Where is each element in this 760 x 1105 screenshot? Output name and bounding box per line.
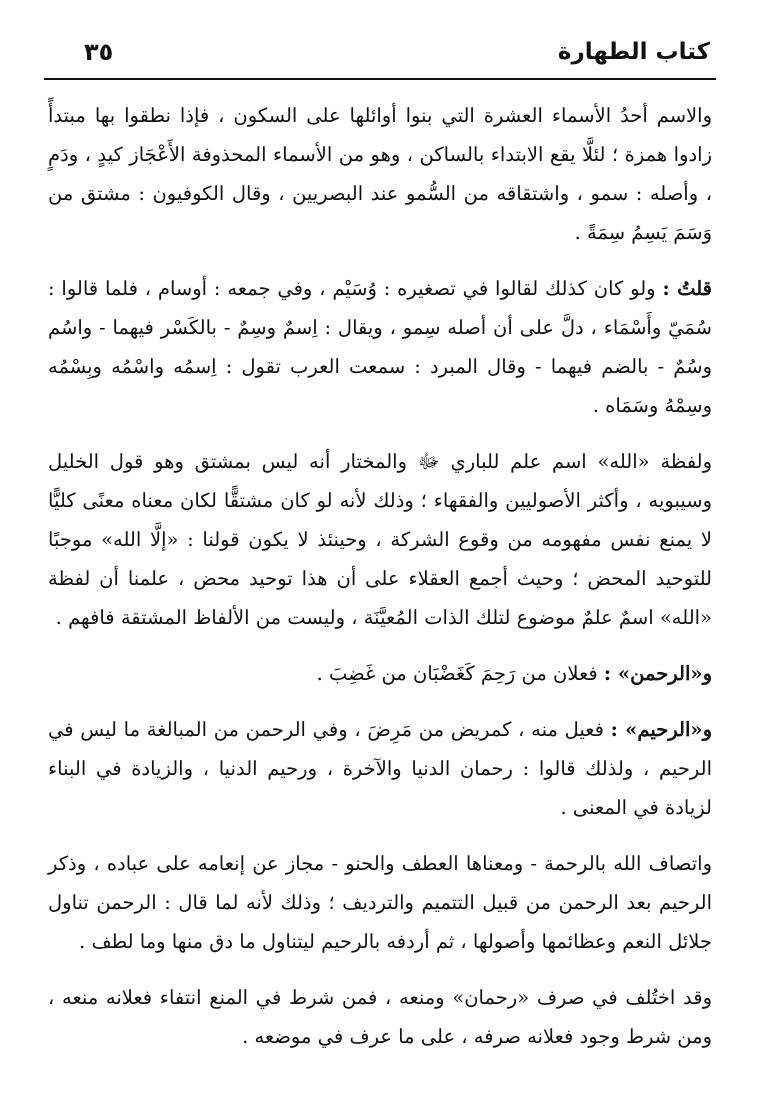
paragraph-lead: قلتُ : — [662, 277, 712, 300]
body-text — [40, 96, 720, 1056]
paragraph-text: والاسم أحدُ الأسماء العشرة التي بنوا أوائلها على السكون ، فإذا نطقوا بها مبتدأً زادوا همزة ؛ لئلَّا يقع الابتداء بالساكن ، وهو من الأسماء المحذوفة الأَعْجَاز كيدٍ ، ودَمٍ ، وأصله : سمو ، واشتقاقه من السُّمو عند البصريين ، وقال الكوفيون : مشتق من وَسَمَ يَسِمُ سِمَةً . — [48, 104, 712, 244]
paragraph-text: وقد اختُلف في صرف «رحمان» ومنعه ، فمن شرط في المنع انتفاء فعلانه منعه ، ومن شرط وجود فعلانه صرفه ، على ما عرف في موضعه . — [48, 986, 712, 1048]
paragraph-text: فعيل منه ، كمريض من مَرِضَ ، وفي الرحمن من المبالغة ما ليس في الرحيم ، ولذلك قالوا : رحمان الدنيا والآخرة ، ورحيم الدنيا ، والزيادة في البناء لزيادة في المعنى . — [48, 718, 712, 819]
paragraph-ittisaf — [48, 844, 712, 961]
paragraph-text: ولفظة «الله» اسم علم للباري ﷻ والمختار أنه ليس بمشتق وهو قول الخليل وسيبويه ، وأكثر الأصوليين والفقهاء ؛ وذلك لأنه لو كان مشتقًّا لكان معناه معنًى كليًّا لا يمنع نفس مفهومه من وقوع الشركة ، وحينئذ لا يكون قولنا : «إلَّا الله» موجبًا للتوحيد المحض ؛ وحيث أجمع العقلاء على أن هذا توحيد محض ، علمنا أن لفظة «الله» اسمٌ علمٌ موضوع لتلك الذات المُعيَّنَة ، وليست من الألفاظ المشتقة فافهم . — [48, 450, 712, 629]
paragraph-lafzat-allah — [48, 442, 712, 637]
paragraph-lead: و«الرحمن» : — [603, 662, 712, 685]
paragraph-text: واتصاف الله بالرحمة - ومعناها العطف والحنو - مجاز عن إنعامه على عباده ، وذكر الرحيم بعد الرحمن من قبيل التتميم والترديف ؛ وذلك لأنه لما قال : الرحمن تناول جلائل النعم وعظائمها وأصولها ، ثم أردفه بالرحيم ليتناول ما دق منها وما لطف . — [48, 852, 712, 953]
paragraph-ar-rahim — [48, 710, 712, 827]
paragraph-qultu — [48, 269, 712, 425]
header-rule — [44, 78, 716, 80]
paragraph-ar-rahman — [48, 654, 712, 693]
paragraph-ism — [48, 96, 712, 252]
page-number: ٣٥ — [84, 38, 114, 66]
paragraph-text: ولو كان كذلك لقالوا في تصغيره : وُسَيْم ، وفي جمعه : أوسام ، فلما قالوا : سُمَيّ وأَسْمَاء ، دلَّ على أن أصله سِمو ، ويقال : اِسمٌ وسِمٌ - بالكَسْر فيهما - واسُم وسُمٌ - بالضم فيهما - وقال المبرد : سمعت العرب تقول : اِسمُه واسْمُه وبِسْمُه وسِمْهُ وسَمَاه . — [48, 277, 712, 417]
book-title: كتاب الطهارة — [557, 39, 710, 65]
paragraph-lead: و«الرحيم» : — [610, 718, 712, 741]
paragraph-text: فعلان من رَحِمَ كَغَضْبَان من غَضِبَ . — [316, 662, 604, 685]
running-header — [40, 28, 720, 72]
paragraph-sarf — [48, 978, 712, 1056]
